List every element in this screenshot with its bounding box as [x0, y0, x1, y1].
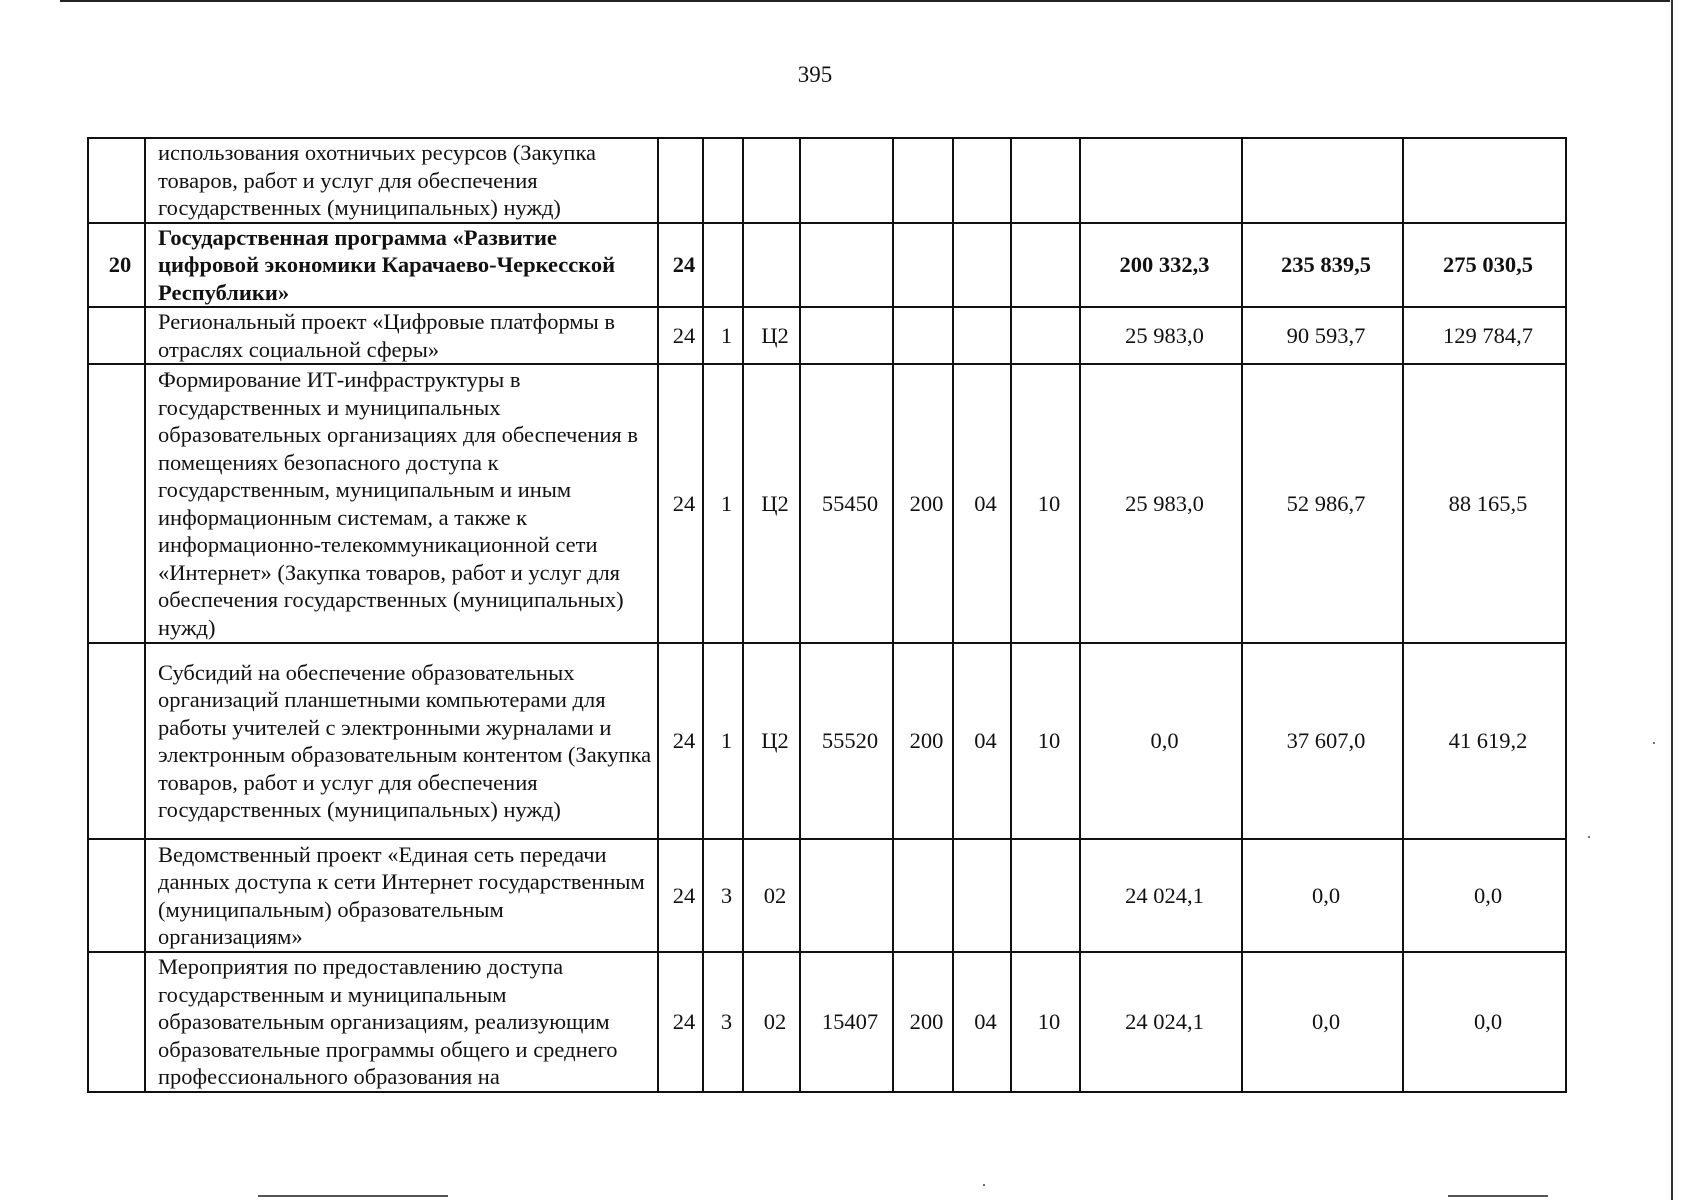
code-project: Ц2	[743, 307, 800, 364]
amount-year-3: 129 784,7	[1403, 307, 1566, 364]
amount-year-1: 24 024,1	[1080, 839, 1242, 952]
scan-artifact	[258, 1195, 448, 1197]
code-subprogram: 3	[703, 839, 743, 952]
row-number	[88, 364, 145, 643]
code-subsection	[1011, 307, 1080, 364]
code-section	[953, 839, 1011, 952]
code-direction	[800, 839, 893, 952]
amount-year-3: 275 030,5	[1403, 223, 1566, 308]
row-name: Субсидий на обеспечение образовательных организаций планшетными компьютерами для работы учителей с электронными журналами и электронным образовательным контентом (Закупка товаров, работ и услуг для обеспечения государственных (муниципальных) нужд)	[145, 643, 658, 839]
row-name: Государственная программа «Развитие цифровой экономики Карачаево-Черкесской Республики»	[145, 223, 658, 308]
code-expense-type	[893, 223, 953, 308]
amount-year-2	[1242, 138, 1403, 223]
code-direction: 15407	[800, 952, 893, 1092]
amount-year-2: 52 986,7	[1242, 364, 1403, 643]
top-border-line	[60, 0, 1670, 2]
row-number: 20	[88, 223, 145, 308]
code-subsection: 10	[1011, 952, 1080, 1092]
code-ministry: 24	[658, 643, 703, 839]
code-expense-type: 200	[893, 952, 953, 1092]
row-name: Ведомственный проект «Единая сеть передачи данных доступа к сети Интернет государственным (муниципальным) образовательным организациям»	[145, 839, 658, 952]
code-subsection	[1011, 138, 1080, 223]
code-section	[953, 307, 1011, 364]
amount-year-1: 0,0	[1080, 643, 1242, 839]
amount-year-3	[1403, 138, 1566, 223]
amount-year-1: 24 024,1	[1080, 952, 1242, 1092]
code-subprogram: 1	[703, 643, 743, 839]
right-edge-line	[1671, 0, 1673, 1200]
code-expense-type	[893, 307, 953, 364]
amount-year-2: 0,0	[1242, 839, 1403, 952]
row-number	[88, 952, 145, 1092]
amount-year-3: 0,0	[1403, 839, 1566, 952]
code-subsection: 10	[1011, 643, 1080, 839]
amount-year-2: 90 593,7	[1242, 307, 1403, 364]
amount-year-1: 200 332,3	[1080, 223, 1242, 308]
code-direction	[800, 307, 893, 364]
row-number	[88, 643, 145, 839]
scan-speck	[983, 1184, 985, 1186]
row-name: Формирование ИТ-инфраструктуры в государственных и муниципальных образовательных организациях для обеспечения в помещениях безопасного доступа к государственным, муниципальным и иным информационным системам, а также к информационно-телекоммуникационной сети «Интернет» (Закупка товаров, работ и услуг для обеспечения государственных (муниципальных) нужд)	[145, 364, 658, 643]
amount-year-2: 0,0	[1242, 952, 1403, 1092]
row-name: Мероприятия по предоставлению доступа государственным и муниципальным образовательным организациям, реализующим образовательные программы общего и среднего профессионального образования на	[145, 952, 658, 1092]
code-subprogram: 1	[703, 364, 743, 643]
code-subprogram: 1	[703, 307, 743, 364]
code-project: Ц2	[743, 643, 800, 839]
table-row	[88, 839, 1566, 952]
table-row	[88, 364, 1566, 643]
table-row	[88, 643, 1566, 839]
amount-year-1: 25 983,0	[1080, 364, 1242, 643]
code-direction	[800, 223, 893, 308]
amount-year-2: 37 607,0	[1242, 643, 1403, 839]
budget-table	[87, 137, 1567, 1093]
code-direction: 55450	[800, 364, 893, 643]
scan-speck	[1588, 836, 1590, 838]
code-subprogram	[703, 138, 743, 223]
page-number: 395	[797, 62, 833, 87]
code-project: 02	[743, 952, 800, 1092]
row-name: Региональный проект «Цифровые платформы в отраслях социальной сферы»	[145, 307, 658, 364]
code-ministry: 24	[658, 307, 703, 364]
table-row	[88, 952, 1566, 1092]
code-section: 04	[953, 952, 1011, 1092]
amount-year-1	[1080, 138, 1242, 223]
code-section	[953, 223, 1011, 308]
code-subsection	[1011, 839, 1080, 952]
table-row	[88, 223, 1566, 308]
row-name: использования охотничьих ресурсов (Закупка товаров, работ и услуг для обеспечения государственных (муниципальных) нужд)	[145, 138, 658, 223]
table-row	[88, 307, 1566, 364]
amount-year-3: 88 165,5	[1403, 364, 1566, 643]
row-number	[88, 138, 145, 223]
code-expense-type	[893, 839, 953, 952]
code-project: Ц2	[743, 364, 800, 643]
code-ministry: 24	[658, 364, 703, 643]
amount-year-2: 235 839,5	[1242, 223, 1403, 308]
amount-year-3: 0,0	[1403, 952, 1566, 1092]
code-expense-type: 200	[893, 643, 953, 839]
code-ministry: 24	[658, 223, 703, 308]
code-project	[743, 138, 800, 223]
code-subsection	[1011, 223, 1080, 308]
scan-speck	[1653, 742, 1655, 744]
code-subsection: 10	[1011, 364, 1080, 643]
scan-artifact	[1448, 1195, 1548, 1197]
code-direction	[800, 138, 893, 223]
code-expense-type	[893, 138, 953, 223]
amount-year-1: 25 983,0	[1080, 307, 1242, 364]
code-ministry: 24	[658, 839, 703, 952]
code-subprogram	[703, 223, 743, 308]
code-section	[953, 138, 1011, 223]
row-number	[88, 307, 145, 364]
row-number	[88, 839, 145, 952]
code-ministry: 24	[658, 952, 703, 1092]
amount-year-3: 41 619,2	[1403, 643, 1566, 839]
table-row	[88, 138, 1566, 223]
code-ministry	[658, 138, 703, 223]
code-expense-type: 200	[893, 364, 953, 643]
code-subprogram: 3	[703, 952, 743, 1092]
code-section: 04	[953, 364, 1011, 643]
code-project: 02	[743, 839, 800, 952]
code-section: 04	[953, 643, 1011, 839]
code-project	[743, 223, 800, 308]
code-direction: 55520	[800, 643, 893, 839]
